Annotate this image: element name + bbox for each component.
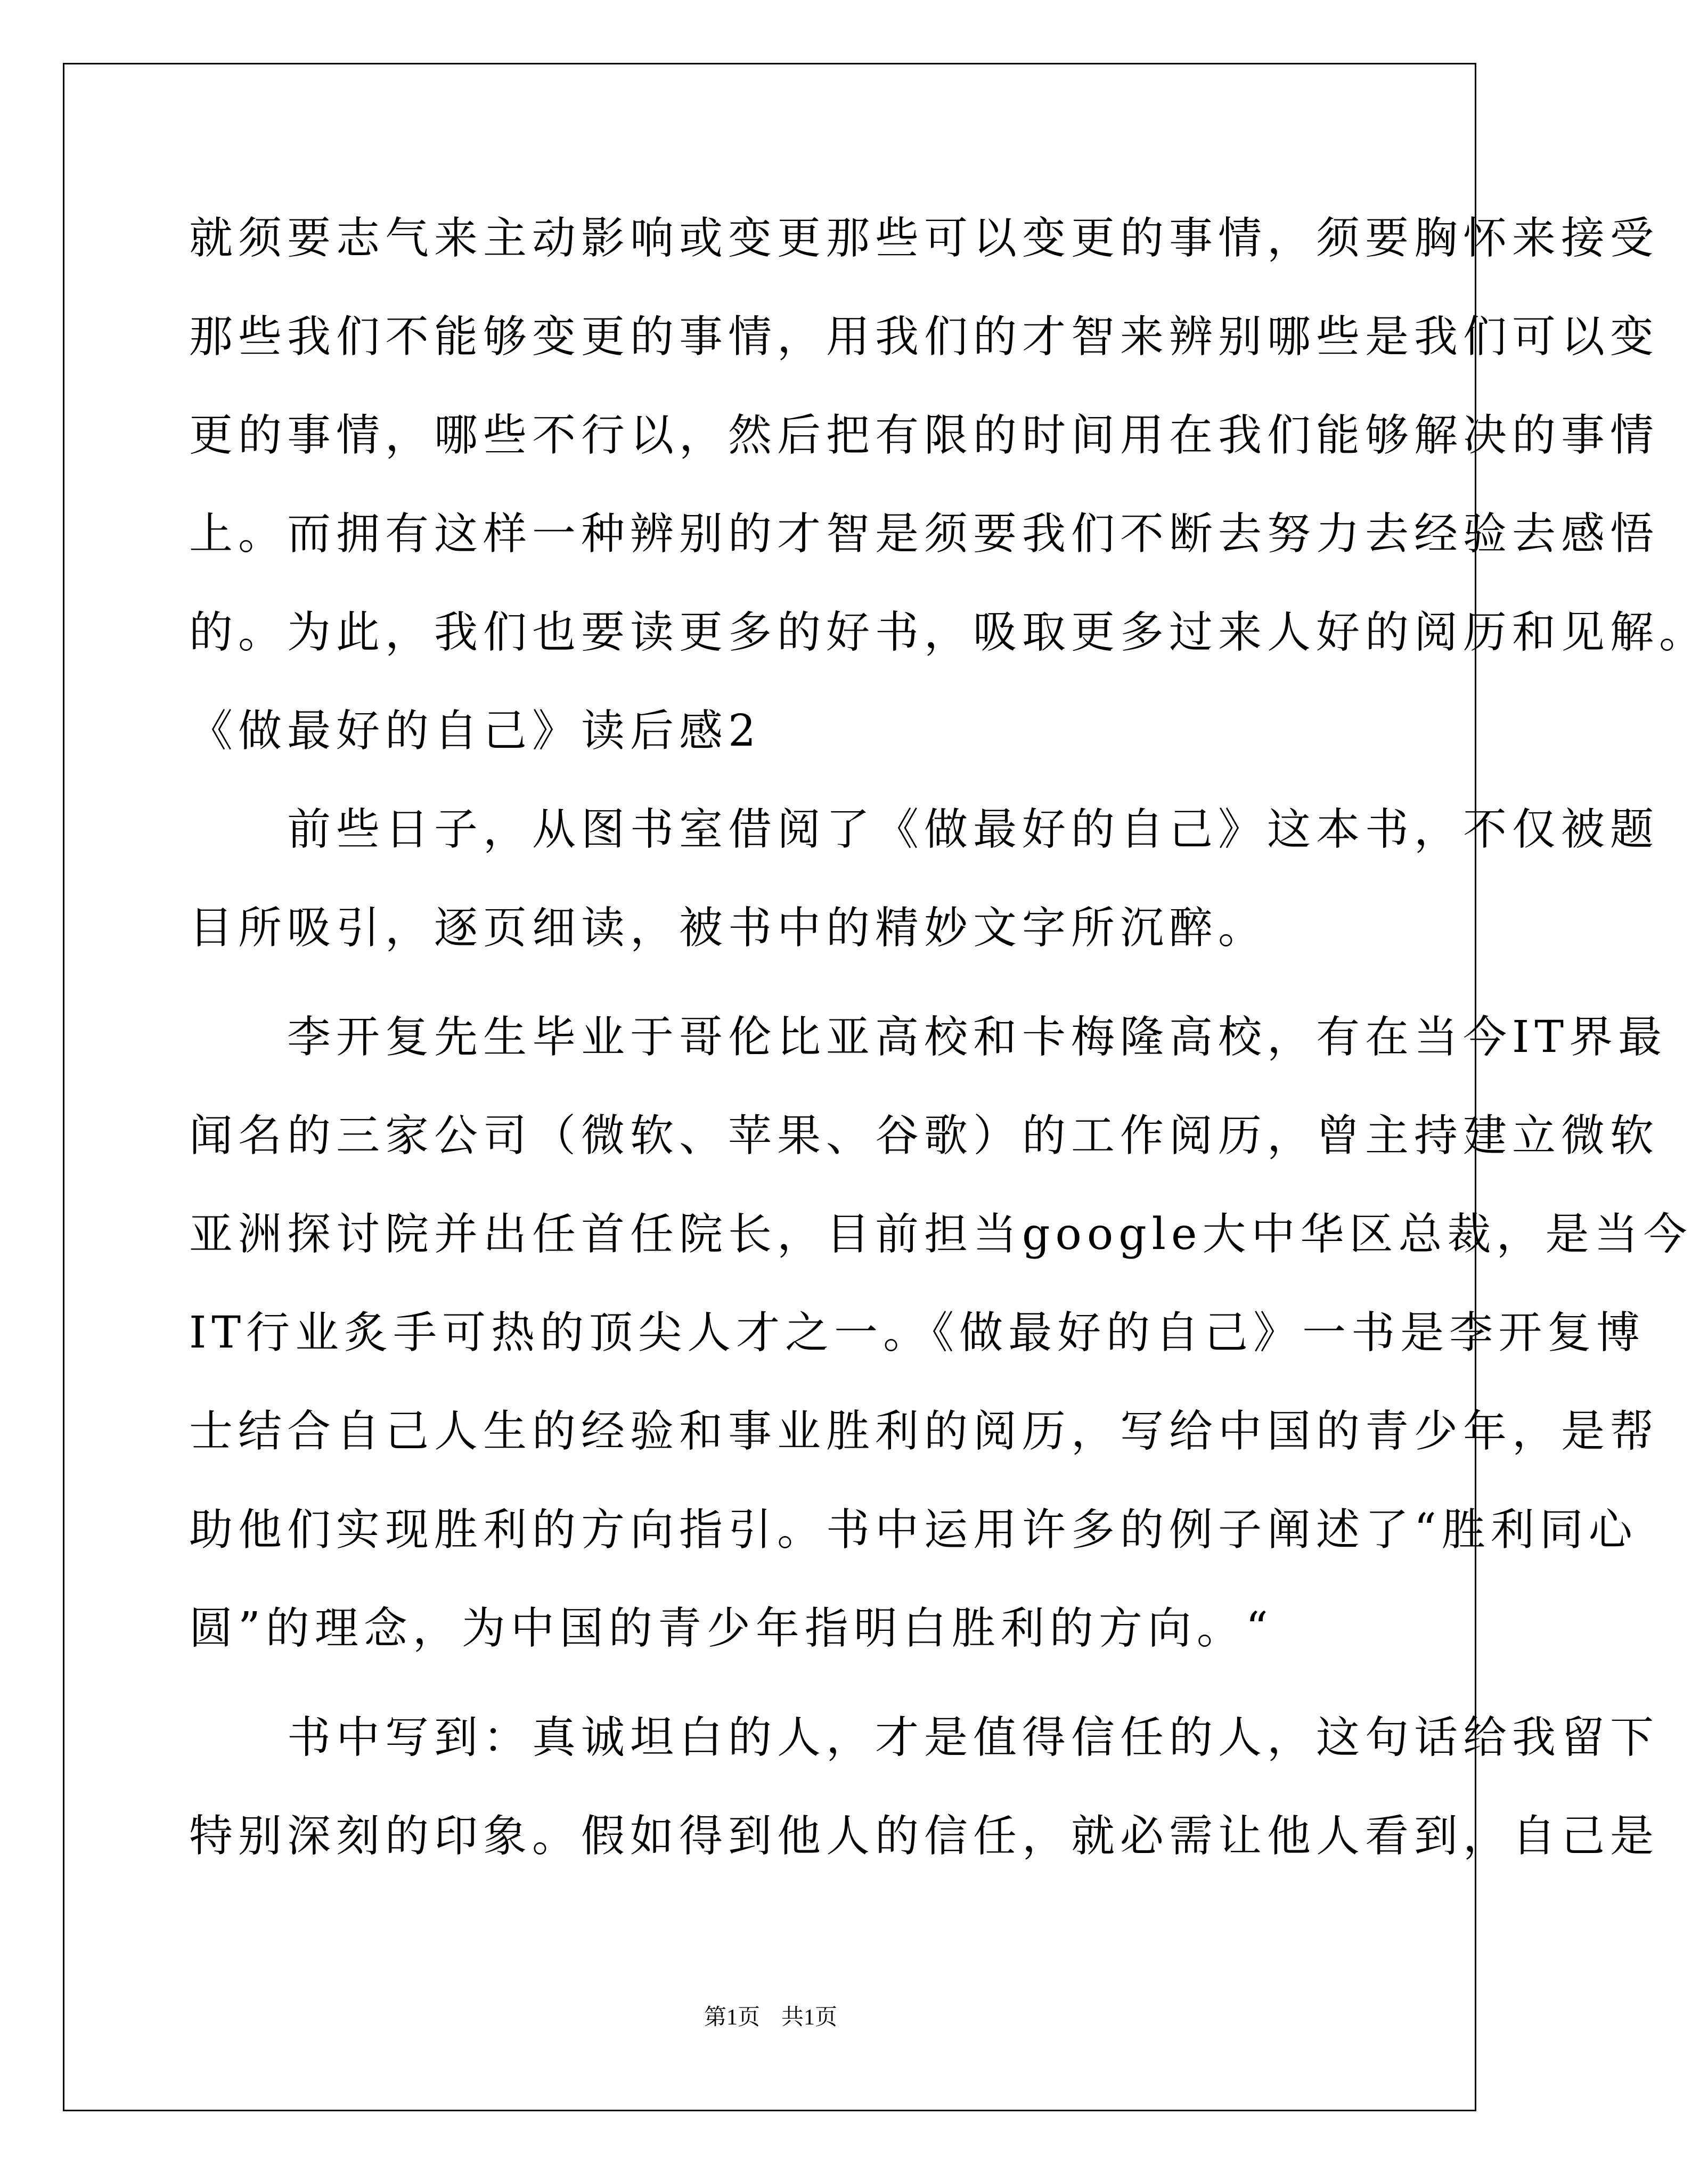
body-line: 特别深刻的印象。假如得到他人的信任，就必需让他人看到，自己是	[189, 1811, 1660, 1861]
body-line: 的。为此，我们也要读更多的好书，吸取更多过来人好的阅历和见解。	[189, 607, 1708, 658]
page-footer	[0, 2002, 1541, 2034]
body-line: 目所吸引，逐页细读，被书中的精妙文字所沉醉。	[189, 903, 1268, 953]
body-line: 亚洲探讨院并出任首任院长，目前担当google大中华区总裁，是当今	[189, 1209, 1693, 1260]
body-line: 李开复先生毕业于哥伦比亚高校和卡梅隆高校，有在当今IT界最	[189, 1012, 1668, 1063]
body-line: 更的事情，哪些不行以，然后把有限的时间用在我们能够解决的事情	[189, 410, 1660, 461]
body-line: IT行业炙手可热的顶尖人才之一。《做最好的自己》一书是李开复博	[189, 1308, 1646, 1358]
body-line: 士结合自己人生的经验和事业胜利的阅历，写给中国的青少年，是帮	[189, 1406, 1660, 1457]
body-line: 闻名的三家公司（微软、苹果、谷歌）的工作阅历，曾主持建立微软	[189, 1111, 1660, 1161]
section-heading: 《做最好的自己》读后感2	[189, 706, 762, 756]
body-line: 书中写到：真诚坦白的人，才是值得信任的人，这句话给我留下	[189, 1712, 1660, 1763]
page-number: 第1页	[704, 2005, 760, 2030]
page-total: 共1页	[781, 2005, 838, 2030]
page-border	[63, 63, 1708, 2111]
body-line: 圆”的理念，为中国的青少年指明白胜利的方向。“	[189, 1603, 1273, 1654]
body-line: 就须要志气来主动影响或变更那些可以变更的事情，须要胸怀来接受	[189, 213, 1660, 264]
body-line: 前些日子，从图书室借阅了《做最好的自己》这本书，不仅被题	[189, 804, 1660, 855]
body-line: 助他们实现胜利的方向指引。书中运用许多的例子阐述了“胜利同心	[189, 1505, 1638, 1555]
body-line: 上。而拥有这样一种辨别的才智是须要我们不断去努力去经验去感悟	[189, 509, 1660, 559]
body-line: 那些我们不能够变更的事情，用我们的才智来辨别哪些是我们可以变	[189, 312, 1660, 362]
